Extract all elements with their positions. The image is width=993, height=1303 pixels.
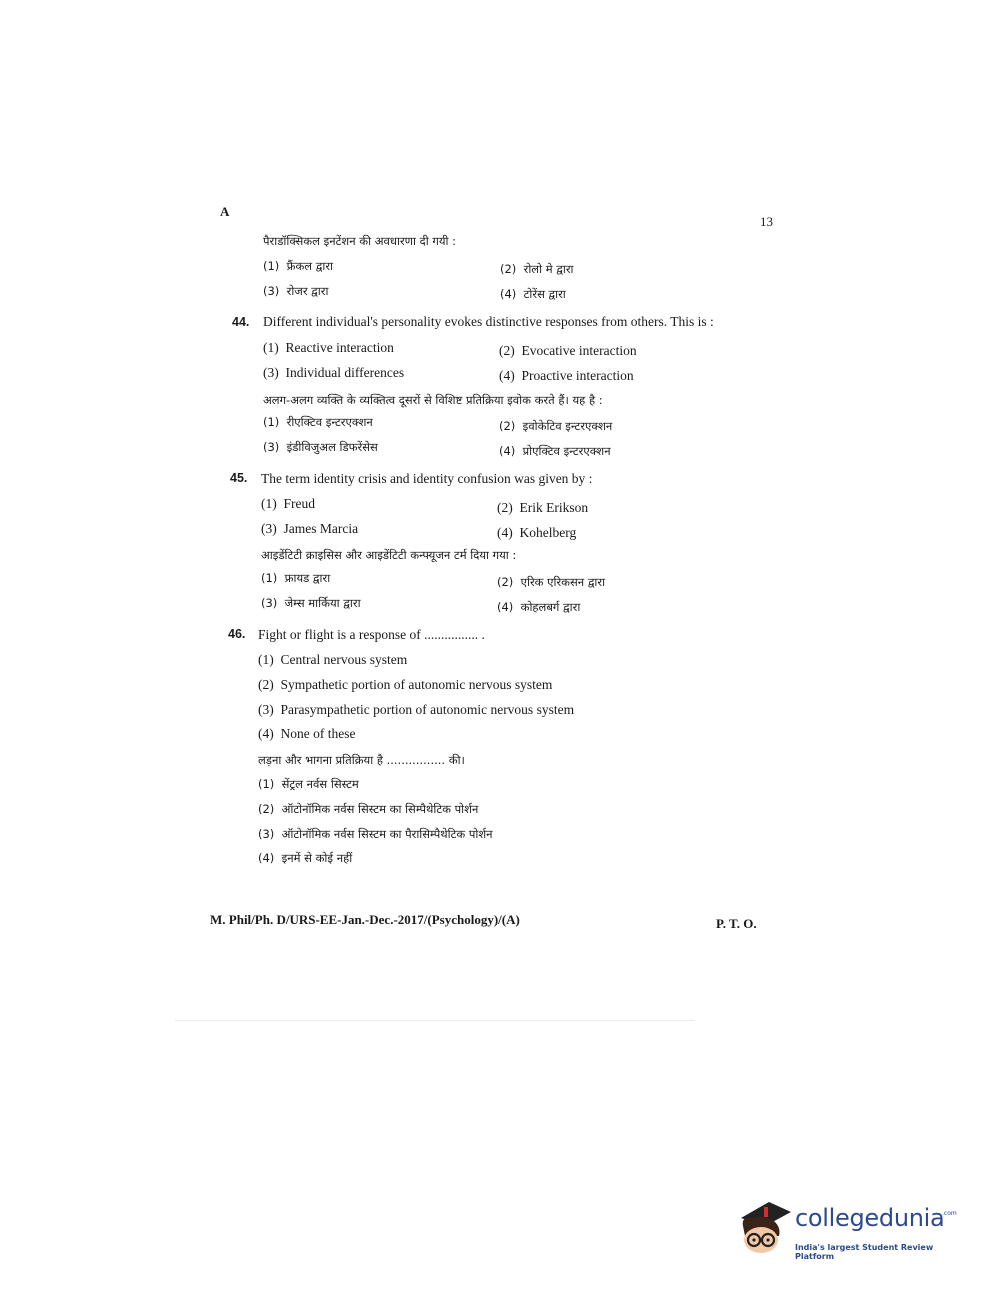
logo-suffix: .com: [942, 1210, 957, 1217]
q45-option-2: (2) Erik Erikson: [497, 500, 589, 515]
q44-hindi-option-1: (1) रीएक्टिव इन्टरएक्शन: [263, 415, 373, 429]
q45-option-4: (4) Kohelberg: [497, 525, 577, 540]
series-label: A: [220, 204, 230, 219]
q45-hindi-stem: आइडेंटिटी क्राइसिस और आइडेंटिटी कन्फ्यूजन टर्म दिया गया :: [261, 548, 517, 562]
q44-stem: Different individual's personality evokes distinctive responses from others. This is :: [263, 314, 714, 329]
logo-name: collegedunia: [795, 1204, 945, 1232]
q46-option-3: (3) Parasympathetic portion of autonomic nervous system: [258, 702, 575, 717]
q46-hindi-option-1: (1) सेंट्रल नर्वस सिस्टम: [258, 777, 359, 791]
q43-hindi-stem: पैराडॉक्सिकल इनटेंशन की अवधारणा दी गयी :: [263, 234, 457, 248]
pto-label: P. T. O.: [716, 916, 757, 931]
logo-tagline: India's largest Student Review Platform: [795, 1243, 934, 1261]
q45-stem: The term identity crisis and identity confusion was given by :: [261, 471, 593, 486]
q45-option-3: (3) James Marcia: [261, 521, 359, 536]
q46-option-4: (4) None of these: [258, 726, 356, 741]
q44-option-4: (4) Proactive interaction: [499, 368, 634, 383]
q44-hindi-option-3: (3) इंडीविजुअल डिफरेंसेस: [263, 440, 378, 454]
q44-hindi-option-4: (4) प्रोएक्टिव इन्टरएक्शन: [499, 444, 611, 458]
paper-code: M. Phil/Ph. D/URS-EE-Jan.-Dec.-2017/(Psychology)/(A): [210, 912, 520, 927]
q46-hindi-option-2: (2) ऑटोनॉमिक नर्वस सिस्टम का सिम्पैथेटिक पोर्शन: [258, 802, 479, 816]
q46-hindi-option-3: (3) ऑटोनॉमिक नर्वस सिस्टम का पैरासिम्पैथेटिक पोर्शन: [258, 827, 493, 841]
q45-hindi-option-3: (3) जेम्स मार्किया द्वारा: [261, 596, 361, 610]
q43-option-4: (4) टोरेंस द्वारा: [500, 287, 566, 301]
q44-option-2: (2) Evocative interaction: [499, 343, 637, 358]
q46-number: 46.: [228, 627, 246, 641]
q43-option-2: (2) रोलो मे द्वारा: [500, 262, 574, 276]
q44-option-1: (1) Reactive interaction: [263, 340, 394, 355]
collegedunia-logo: [735, 1196, 965, 1260]
q43-option-3: (3) रोजर द्वारा: [263, 284, 329, 298]
q45-hindi-option-2: (2) एरिक एरिकसन द्वारा: [497, 575, 606, 589]
page-number: 13: [760, 214, 773, 229]
q44-hindi-stem: अलग-अलग व्यक्ति के व्यक्तित्व दूसरों से विशिष्ट प्रतिक्रिया इवोक करते हैं। यह है :: [263, 393, 603, 407]
mascot-icon: [735, 1196, 795, 1260]
divider: [175, 1020, 695, 1021]
q45-option-1: (1) Freud: [261, 496, 315, 511]
q43-option-1: (1) फ्रैंकल द्वारा: [263, 259, 334, 273]
q44-hindi-option-2: (2) इवोकेटिव इन्टरएक्शन: [499, 419, 613, 433]
q45-number: 45.: [230, 471, 248, 485]
q44-number: 44.: [232, 315, 250, 329]
q44-option-3: (3) Individual differences: [263, 365, 405, 380]
q46-option-2: (2) Sympathetic portion of autonomic nervous system: [258, 677, 553, 692]
q46-stem: Fight or flight is a response of ................ .: [258, 627, 485, 642]
q45-hindi-option-1: (1) फ्रायड द्वारा: [261, 571, 331, 585]
q46-hindi-option-4: (4) इनमें से कोई नहीं: [258, 851, 353, 865]
q46-hindi-stem: लड़ना और भागना प्रतिक्रिया है ................ की।: [258, 753, 465, 767]
q45-hindi-option-4: (4) कोहलबर्ग द्वारा: [497, 600, 581, 614]
q46-option-1: (1) Central nervous system: [258, 652, 408, 667]
